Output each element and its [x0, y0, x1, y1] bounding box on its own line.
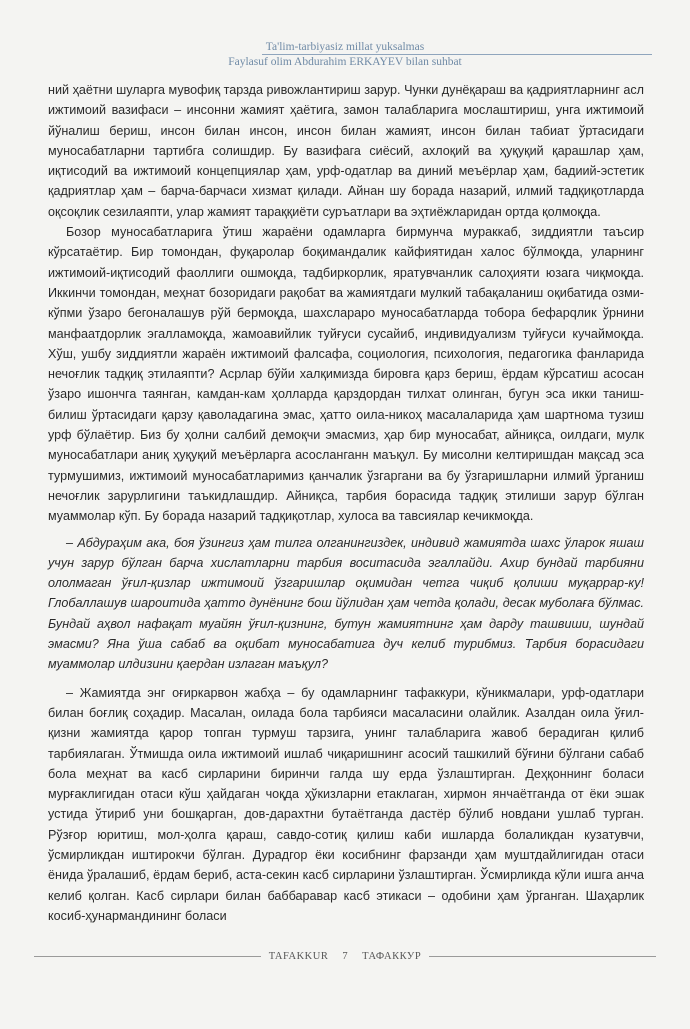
footer-journal-cyrillic: ТАФАККУР — [362, 951, 422, 962]
header-rule — [262, 54, 652, 55]
footer-journal-latin: TAFAKKUR — [268, 951, 329, 962]
interviewee-answer: – Жамиятда энг оғиркарвон жабҳа – бу одамларнинг тафаккури, кўникмалари, урф-одатлари билан боғлиқ соҳадир. Масалан, оилада бола тарбияси масаласини олайлик. Азалдан оила ўғил-қизни жамиятда қарор топган турмуш тарзига, унинг талабларига жавоб берадиган қилиб тарбиялаган. Ўтмишда оила ижтимоий ишлаб чиқаришнинг асосий ташкилий бўғини бўлгани сабаб бола меҳнат ва касб сирларини биринчи галда шу ерда ўзлаштирган. Деҳқоннинг боласи мурғаклигидан отаси кўш ҳайдаган чоқда ҳўкизларни етаклаган, хирмон янчаётганда от ёки эшак устида ўтириб уни бошқарган, дов-дарахтни бутаётганда дастёр бўлиб новдани ушлаб турган. Рўзғор юритиш, мол-ҳолга қараш, савдо-сотиқ қилиш каби ишларда болаликдан кузатувчи, ўсмирликдан иштирокчи бўлган. Дурадгор ёки косибнинг фарзанди ҳам муштдайлигидан отаси ёнида ўралашиб, ёрдам бериб, аста-секин касб сирларини ўзлаштирган. Ўсмирликда кўли ишга анча келиб қолган. Касб сирлари билан баббаравар касб этикаси – одобини ҳам ўрганган. Шаҳарлик косиб-ҳунармандининг боласи — [48, 685, 644, 923]
running-header — [0, 40, 690, 69]
header-subtitle: Faylasuf olim Abdurahim ERKAYEV bilan suhbat — [228, 56, 462, 68]
page-number: 7 — [342, 951, 349, 962]
footer-rule-right — [429, 956, 656, 957]
paragraph-2: Бозор муносабатларига ўтиш жараёни одамларга бирмунча мураккаб, зиддиятли таъсир кўрсатаётир. Бир томондан, фуқаролар боқимандалик кайфиятидан халос бўлмоқда, уларнинг ижтимоий-иқтисодий фаоллиги ошмоқда, тадбиркорлик, яратувчанлик салоҳияти юзага чиқмоқда. Иккинчи томондан, меҳнат бозоридаги рақобат ва жамиятдаги мулкий табақаланиш оқибатида озми-кўпми ўзаро бегоналашув рўй бермоқда, шахсларaро муносабатларда тобора бефарqлик ўрнини манфаатдорлик эгалламоқда, жамоавийлик туйғуси сусайиб, индивидуализм туйғуси кучаймоқда. Хўш, ушбу зиддиятли жараён ижтимоий фалсафа, социология, психология, педагогика фанларида нечоғлик тадқиқ этилаяпти? Асрлар бўйи халқимизда бировга қарз бериш, ёрдам кўрсатиш асосан ўзаро ишончга таянган, камдан-кам ҳолларда қарздордан тилхат олинган, бугун эса икки таниш-билиш ўртасидаги қарзу қаволадагина эмас, ҳатто оила-никоҳ масалаларида ҳам шартнома тузиш урф бўлаётир. Биз бу ҳолни салбий демоқчи эмасмиз, ҳар бир муносабат, айниқса, оилдаги, мулк муносабатлари аниқ ҳуқуқий меъёрларга асосланганн маъқул. Бу мисолни келтиришдан мақсад эса турмушимиз, ижтимоий муносабатларимиз қанчалик ўзгаргани ва бу ўзгаришларни илмий ўрганиш нечоғлик зарурлигини таъкидлашдир. Айниқса, тарбия борасида тадқиқ этилиши зарур бўлган муаммолар кўп. Бу борада назарий тадқиқотлар, хулоса ва тавсиялар кечикмоқда. — [48, 225, 644, 524]
footer-rule-left — [34, 956, 261, 957]
paragraph-1: ний ҳаётни шуларга мувофиқ тарзда ривожлантириш зарур. Чунки дунёқараш ва қадриятларнинг асл ижтимоий вазифаси – инсонни жамият ҳаётига, замон талабларига мослаштириш, унга ижтимоий йўналиш бериш, инсон билан инсон, инсон билан жамият, инсон билан табиат ўртасидаги муносабатларни тартибга солишдир. Бу вазифага сиёсий, ахлоқий ва ҳуқуқий қарашлар ҳам, иқтисодий ва ижтимоий концепциялар ҳам, урф-одатлар ва диний меъёрлар ҳам, бадиий-эстетик қадриятлар ҳам – барча-барчаси хизмат қилади. Айнан шу борада назарий, илмий тадқиқотларда оқсоқлик сезилаяпти, улар жамият тараққиёти суръатлари ва эҳтиёжларидан ортда қолмоқда. — [48, 83, 644, 219]
header-title: Ta'lim-tarbiyasiz millat yuksalmas — [265, 41, 425, 53]
interviewer-question: – Абдураҳим ака, боя ўзингиз ҳам тилга олганингиздек, индивид жамиятда шахс ўларок яшаш учун зарур бўлган барча хислатларни тарбия воситасида эгаллайди. Ахир бундай тарбияни ололмаган ўғил-қизлар ижтимоий ўзгаришлар оқимидан четга чиқиб қолиши муқаррар-ку! Глобаллашув шароитида ҳатто дунёнинг бош йўлидан ҳам четда қолади, десак муболаға бўлмас. Бундай аҳвол нафақат муайян ўғил-қизнинг, бутун жамиятнинг ҳам дарду ташвиши, шундай эмасми? Яна ўша сабаб ва оқибат муносабатига дуч келиб турибмиз. Тарбия борасидаги муаммолар илдизини қаердан излаган маъқул? — [48, 535, 644, 672]
article-body — [48, 80, 644, 926]
page-footer — [34, 951, 656, 962]
